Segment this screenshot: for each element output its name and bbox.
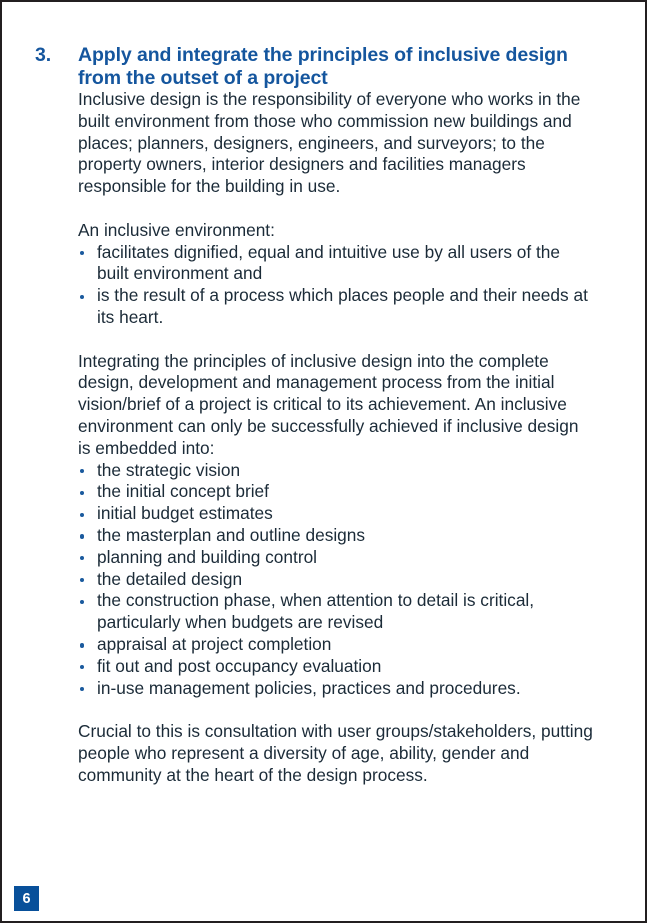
list-item-label: planning and building control — [97, 546, 318, 567]
paragraph-spacer — [78, 198, 595, 220]
list-item — [78, 569, 595, 591]
paragraph-spacer — [78, 329, 595, 351]
list-item-label: facilitates dignified, equal and intuitive use by all users of the built environment and — [97, 241, 561, 284]
inclusive-environment-list — [78, 242, 595, 329]
bullet-dot-icon — [80, 556, 84, 560]
list-item-label: in-use management policies, practices and procedures. — [97, 677, 521, 698]
paragraph-spacer — [78, 699, 595, 721]
list-item — [78, 285, 595, 329]
bullet-dot-icon — [80, 295, 84, 299]
list-item-label: the masterplan and outline designs — [97, 524, 366, 545]
list-item-label: fit out and post occupancy evaluation — [97, 655, 382, 676]
page-number-badge: 6 — [14, 886, 39, 911]
page-content — [35, 44, 595, 787]
list-item-label: the strategic vision — [97, 459, 241, 480]
bullet-dot-icon — [80, 469, 84, 473]
bullet-dot-icon — [80, 251, 84, 255]
bullet-dot-icon — [80, 513, 84, 517]
list-item — [78, 590, 595, 634]
list-item — [78, 242, 595, 286]
paragraph-integrating: Integrating the principles of inclusive design into the complete design, development and management process from the initial vision/brief of a project is critical to its achievement. An inclusive environment can only be successfully achieved if inclusive design is embedded into: — [78, 350, 579, 458]
list-item-label: appraisal at project completion — [97, 633, 332, 654]
list-item — [78, 481, 595, 503]
embedded-into-list — [78, 460, 595, 700]
bullet-dot-icon — [80, 491, 84, 495]
list-item — [78, 525, 595, 547]
list-item — [78, 656, 595, 678]
list-item-label: the construction phase, when attention to detail is critical, particularly when budgets are revised — [97, 590, 535, 633]
bullet-dot-icon — [80, 687, 84, 691]
list-item-label: the detailed design — [97, 568, 243, 589]
section-heading — [35, 44, 595, 89]
list-item-label: initial budget estimates — [97, 503, 273, 524]
inclusive-environment-lead-in: An inclusive environment: — [78, 219, 275, 240]
list-item — [78, 547, 595, 569]
list-item-label: is the result of a process which places people and their needs at its heart. — [97, 285, 588, 327]
bullet-dot-icon — [80, 665, 84, 669]
bullet-dot-icon — [80, 578, 84, 582]
bullet-dot-icon — [80, 534, 84, 538]
list-item — [78, 460, 595, 482]
section-title: Apply and integrate the principles of inclusive design from the outset of a project — [78, 44, 568, 89]
section-number: 3. — [35, 44, 52, 66]
list-item — [78, 634, 595, 656]
bullet-dot-icon — [80, 643, 84, 647]
bullet-dot-icon — [80, 600, 84, 604]
section-body — [78, 89, 595, 787]
paragraph-closing: Crucial to this is consultation with user groups/stakeholders, putting people who represent a diversity of age, ability, gender and community at the heart of the design process. — [78, 721, 593, 785]
list-item — [78, 503, 595, 525]
list-item-label: the initial concept brief — [97, 481, 269, 502]
list-item — [78, 678, 595, 700]
paragraph-intro: Inclusive design is the responsibility of everyone who works in the built environment from those who commission new buildings and places; planners, designers, engineers, and surveyors; to the property owners, interior designers and facilities managers responsible for the building in use. — [78, 89, 581, 197]
